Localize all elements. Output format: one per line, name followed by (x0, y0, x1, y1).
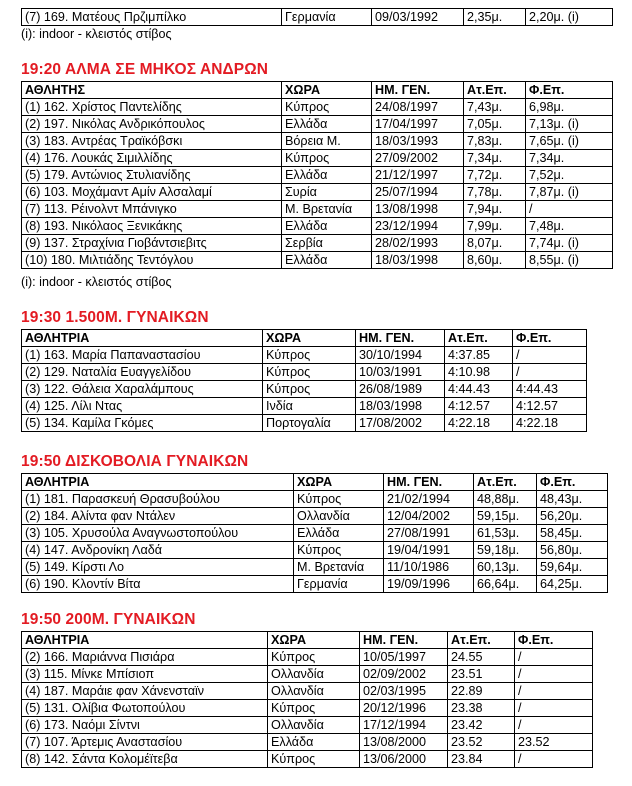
table-row (22, 116, 613, 133)
column-header-season-best: Φ.Επ. (537, 474, 608, 491)
season-best-cell: 56,20μ. (537, 508, 608, 525)
country-cell: Κύπρος (294, 542, 384, 559)
season-best-cell: / (513, 364, 587, 381)
personal-best-cell: 4:22.18 (445, 415, 513, 432)
table-row (22, 9, 613, 26)
season-best-cell: 64,25μ. (537, 576, 608, 593)
table-row (22, 649, 593, 666)
athlete-cell: (10) 180. Μιλτιάδης Τεντόγλου (22, 252, 282, 269)
athlete-cell: (4) 176. Λουκάς Σιμιλλίδης (22, 150, 282, 167)
column-header-season-best: Φ.Επ. (526, 82, 613, 99)
birthdate-cell: 27/08/1991 (384, 525, 474, 542)
country-cell: Ολλανδία (294, 508, 384, 525)
column-header-athlete: ΑΘΛΗΤΡΙΑ (22, 632, 268, 649)
personal-best-cell: 22.89 (448, 683, 515, 700)
section-title-200m-women: 19:50 200Μ. ΓΥΝΑΙΚΩΝ (21, 611, 196, 628)
season-best-cell: 7,34μ. (526, 150, 613, 167)
column-header-country: ΧΩΡΑ (294, 474, 384, 491)
country-cell: Ελλάδα (294, 525, 384, 542)
personal-best-cell: 7,94μ. (464, 201, 526, 218)
season-best-cell: 23.52 (515, 734, 593, 751)
table-header-row (22, 474, 608, 491)
personal-best-cell: 7,83μ. (464, 133, 526, 150)
personal-best-cell: 23.51 (448, 666, 515, 683)
table-row (22, 184, 613, 201)
country-cell: Σερβία (282, 235, 372, 252)
athlete-cell: (2) 129. Ναταλία Ευαγγελίδου (22, 364, 263, 381)
table-row (22, 576, 608, 593)
table-row (22, 381, 587, 398)
athlete-cell: (5) 131. Ολίβια Φωτοπούλου (22, 700, 268, 717)
top-continuation-table (21, 8, 613, 26)
country-cell: Βόρεια Μ. (282, 133, 372, 150)
table-row (22, 235, 613, 252)
personal-best-cell: 23.84 (448, 751, 515, 768)
country-cell: Κύπρος (263, 381, 356, 398)
personal-best-cell: 66,64μ. (474, 576, 537, 593)
season-best-cell: 4:22.18 (513, 415, 587, 432)
athlete-cell: (6) 173. Ναόμι Σίντνι (22, 717, 268, 734)
birthdate-cell: 18/03/1998 (356, 398, 445, 415)
personal-best-cell: 4:37.85 (445, 347, 513, 364)
personal-best-cell: 61,53μ. (474, 525, 537, 542)
birthdate-cell: 28/02/1993 (372, 235, 464, 252)
table-header-row (22, 632, 593, 649)
birthdate-cell: 18/03/1998 (372, 252, 464, 269)
birthdate-cell: 23/12/1994 (372, 218, 464, 235)
country-cell: Κύπρος (282, 150, 372, 167)
personal-best-cell: 7,34μ. (464, 150, 526, 167)
personal-best-cell: 59,18μ. (474, 542, 537, 559)
table-row (22, 218, 613, 235)
season-best-cell: 7,87μ. (i) (526, 184, 613, 201)
country-cell: Μ. Βρετανία (294, 559, 384, 576)
table-row (22, 347, 587, 364)
table-row (22, 99, 613, 116)
personal-best-cell: 23.52 (448, 734, 515, 751)
season-best-cell: 59,64μ. (537, 559, 608, 576)
country-cell: Ελλάδα (282, 116, 372, 133)
table-row (22, 666, 593, 683)
athlete-cell: (8) 142. Σάντα Κολομέϊτεβα (22, 751, 268, 768)
personal-best-cell: 23.38 (448, 700, 515, 717)
birthdate-cell: 21/12/1997 (372, 167, 464, 184)
birthdate-cell: 26/08/1989 (356, 381, 445, 398)
table-row (22, 201, 613, 218)
personal-best-cell: 60,13μ. (474, 559, 537, 576)
country-cell: Ολλανδία (268, 717, 360, 734)
athlete-cell: (1) 181. Παρασκευή Θρασυβούλου (22, 491, 294, 508)
birthdate-cell: 24/08/1997 (372, 99, 464, 116)
table-row (22, 525, 608, 542)
birthdate-cell: 12/04/2002 (384, 508, 474, 525)
birthdate-cell: 02/03/1995 (360, 683, 448, 700)
country-cell: Κύπρος (294, 491, 384, 508)
athlete-cell: (3) 105. Χρυσούλα Αναγνωστοπούλου (22, 525, 294, 542)
athlete-cell: (7) 107. Άρτεμις Αναστασίου (22, 734, 268, 751)
athlete-cell: (6) 103. Μοχάμαντ Αμίν Αλσαλαμί (22, 184, 282, 201)
birthdate-cell: 19/04/1991 (384, 542, 474, 559)
table-row (22, 734, 593, 751)
column-header-season-best: Φ.Επ. (515, 632, 593, 649)
column-header-personal-best: Ατ.Επ. (448, 632, 515, 649)
season-best-cell: / (526, 201, 613, 218)
country-cell: Κύπρος (282, 99, 372, 116)
country-cell: Πορτογαλία (263, 415, 356, 432)
season-best-cell: 4:44.43 (513, 381, 587, 398)
birthdate-cell: 13/08/2000 (360, 734, 448, 751)
country-cell: Ολλανδία (268, 666, 360, 683)
country-cell: Ελλάδα (268, 734, 360, 751)
birthdate-cell: 11/10/1986 (384, 559, 474, 576)
season-best-cell: 7,74μ. (i) (526, 235, 613, 252)
athlete-cell: (8) 193. Νικόλαος Ξενικάκης (22, 218, 282, 235)
column-header-athlete: ΑΘΛΗΤΗΣ (22, 82, 282, 99)
season-best-cell: / (515, 666, 593, 683)
athlete-cell: (2) 184. Αλίντα φαν Ντάλεν (22, 508, 294, 525)
birthdate-cell: 13/08/1998 (372, 201, 464, 218)
personal-best-cell: 7,78μ. (464, 184, 526, 201)
country-cell: Ολλανδία (268, 683, 360, 700)
table-row (22, 150, 613, 167)
athlete-cell: (4) 125. Λίλι Ντας (22, 398, 263, 415)
birthdate-cell: 25/07/1994 (372, 184, 464, 201)
200m-women-table (21, 631, 593, 768)
season-best-cell: 7,65μ. (i) (526, 133, 613, 150)
country-cell: Κύπρος (263, 364, 356, 381)
table-row (22, 542, 608, 559)
season-best-cell: / (515, 683, 593, 700)
personal-best-cell: 48,88μ. (474, 491, 537, 508)
season-best-cell: 8,55μ. (i) (526, 252, 613, 269)
column-header-personal-best: Ατ.Επ. (474, 474, 537, 491)
discus-women-table (21, 473, 608, 593)
indoor-note: (i): indoor - κλειστός στίβος (21, 27, 172, 41)
personal-best-cell: 8,07μ. (464, 235, 526, 252)
personal-best-cell: 23.42 (448, 717, 515, 734)
season-best-cell: / (515, 649, 593, 666)
column-header-birthdate: ΗΜ. ΓΕΝ. (356, 330, 445, 347)
table-row (22, 398, 587, 415)
personal-best-cell: 2,35μ. (464, 9, 526, 26)
athlete-cell: (5) 179. Αντώνιος Στυλιανίδης (22, 167, 282, 184)
country-cell: Κύπρος (263, 347, 356, 364)
country-cell: Μ. Βρετανία (282, 201, 372, 218)
table-row (22, 167, 613, 184)
personal-best-cell: 7,72μ. (464, 167, 526, 184)
athlete-cell: (1) 163. Μαρία Παπαναστασίου (22, 347, 263, 364)
country-cell: Ινδία (263, 398, 356, 415)
country-cell: Γερμανία (294, 576, 384, 593)
column-header-country: ΧΩΡΑ (268, 632, 360, 649)
indoor-note: (i): indoor - κλειστός στίβος (21, 275, 172, 289)
column-header-personal-best: Ατ.Επ. (445, 330, 513, 347)
personal-best-cell: 4:12.57 (445, 398, 513, 415)
table-row (22, 717, 593, 734)
season-best-cell: 58,45μ. (537, 525, 608, 542)
athlete-cell: (7) 169. Ματέους Πρζιμπίλκο (22, 9, 282, 26)
birthdate-cell: 17/08/2002 (356, 415, 445, 432)
birthdate-cell: 20/12/1996 (360, 700, 448, 717)
athlete-cell: (4) 187. Μαράιε φαν Χάνενσταϊν (22, 683, 268, 700)
country-cell: Ελλάδα (282, 218, 372, 235)
athlete-cell: (5) 134. Καμίλα Γκόμες (22, 415, 263, 432)
birthdate-cell: 10/03/1991 (356, 364, 445, 381)
birthdate-cell: 09/03/1992 (372, 9, 464, 26)
table-row (22, 133, 613, 150)
season-best-cell: 4:12.57 (513, 398, 587, 415)
athlete-cell: (3) 115. Μίνκε Μπίσιοπ (22, 666, 268, 683)
season-best-cell: 7,48μ. (526, 218, 613, 235)
column-header-season-best: Φ.Επ. (513, 330, 587, 347)
athlete-cell: (5) 149. Κίρστι Λο (22, 559, 294, 576)
1500m-women-table (21, 329, 587, 432)
table-header-row (22, 330, 587, 347)
table-row (22, 491, 608, 508)
athlete-cell: (4) 147. Ανδρονίκη Λαδά (22, 542, 294, 559)
season-best-cell: 6,98μ. (526, 99, 613, 116)
birthdate-cell: 21/02/1994 (384, 491, 474, 508)
table-header-row (22, 82, 613, 99)
section-title-long-jump-men: 19:20 ΑΛΜΑ ΣΕ ΜΗΚΟΣ ΑΝΔΡΩΝ (21, 61, 269, 78)
birthdate-cell: 10/05/1997 (360, 649, 448, 666)
country-cell: Κύπρος (268, 751, 360, 768)
athlete-cell: (6) 190. Κλοντίν Βίτα (22, 576, 294, 593)
personal-best-cell: 4:44.43 (445, 381, 513, 398)
table-row (22, 252, 613, 269)
column-header-athlete: ΑΘΛΗΤΡΙΑ (22, 474, 294, 491)
country-cell: Ελλάδα (282, 252, 372, 269)
column-header-birthdate: ΗΜ. ΓΕΝ. (360, 632, 448, 649)
athlete-cell: (9) 137. Στραχίνια Γιοβάντσιεβιτς (22, 235, 282, 252)
season-best-cell: 48,43μ. (537, 491, 608, 508)
table-row (22, 683, 593, 700)
season-best-cell: / (515, 700, 593, 717)
personal-best-cell: 8,60μ. (464, 252, 526, 269)
country-cell: Κύπρος (268, 700, 360, 717)
country-cell: Κύπρος (268, 649, 360, 666)
table-row (22, 415, 587, 432)
table-row (22, 559, 608, 576)
long-jump-men-table (21, 81, 613, 269)
athlete-cell: (2) 197. Νικόλας Ανδρικόπουλος (22, 116, 282, 133)
season-best-cell: 7,13μ. (i) (526, 116, 613, 133)
birthdate-cell: 27/09/2002 (372, 150, 464, 167)
season-best-cell: / (513, 347, 587, 364)
personal-best-cell: 7,99μ. (464, 218, 526, 235)
birthdate-cell: 02/09/2002 (360, 666, 448, 683)
country-cell: Γερμανία (282, 9, 372, 26)
personal-best-cell: 4:10.98 (445, 364, 513, 381)
athlete-cell: (7) 113. Ρέινολντ Μπάνιγκο (22, 201, 282, 218)
section-title-discus-women: 19:50 ΔΙΣΚΟΒΟΛΙΑ ΓΥΝΑΙΚΩΝ (21, 453, 249, 470)
table-row (22, 700, 593, 717)
personal-best-cell: 24.55 (448, 649, 515, 666)
season-best-cell: 2,20μ. (i) (526, 9, 613, 26)
season-best-cell: 56,80μ. (537, 542, 608, 559)
birthdate-cell: 19/09/1996 (384, 576, 474, 593)
athlete-cell: (2) 166. Μαριάννα Πισιάρα (22, 649, 268, 666)
personal-best-cell: 59,15μ. (474, 508, 537, 525)
athlete-cell: (1) 162. Χρίστος Παντελίδης (22, 99, 282, 116)
athlete-cell: (3) 183. Αντρέας Τραϊκόβσκι (22, 133, 282, 150)
section-title-1500m-women: 19:30 1.500Μ. ΓΥΝΑΙΚΩΝ (21, 309, 209, 326)
season-best-cell: / (515, 751, 593, 768)
column-header-country: ΧΩΡΑ (263, 330, 356, 347)
athlete-cell: (3) 122. Θάλεια Χαραλάμπους (22, 381, 263, 398)
season-best-cell: / (515, 717, 593, 734)
column-header-birthdate: ΗΜ. ΓΕΝ. (384, 474, 474, 491)
country-cell: Συρία (282, 184, 372, 201)
personal-best-cell: 7,43μ. (464, 99, 526, 116)
table-row (22, 751, 593, 768)
birthdate-cell: 17/04/1997 (372, 116, 464, 133)
season-best-cell: 7,52μ. (526, 167, 613, 184)
column-header-country: ΧΩΡΑ (282, 82, 372, 99)
table-row (22, 364, 587, 381)
birthdate-cell: 18/03/1993 (372, 133, 464, 150)
column-header-birthdate: ΗΜ. ΓΕΝ. (372, 82, 464, 99)
birthdate-cell: 13/06/2000 (360, 751, 448, 768)
country-cell: Ελλάδα (282, 167, 372, 184)
birthdate-cell: 30/10/1994 (356, 347, 445, 364)
column-header-athlete: ΑΘΛΗΤΡΙΑ (22, 330, 263, 347)
personal-best-cell: 7,05μ. (464, 116, 526, 133)
birthdate-cell: 17/12/1994 (360, 717, 448, 734)
column-header-personal-best: Ατ.Επ. (464, 82, 526, 99)
table-row (22, 508, 608, 525)
